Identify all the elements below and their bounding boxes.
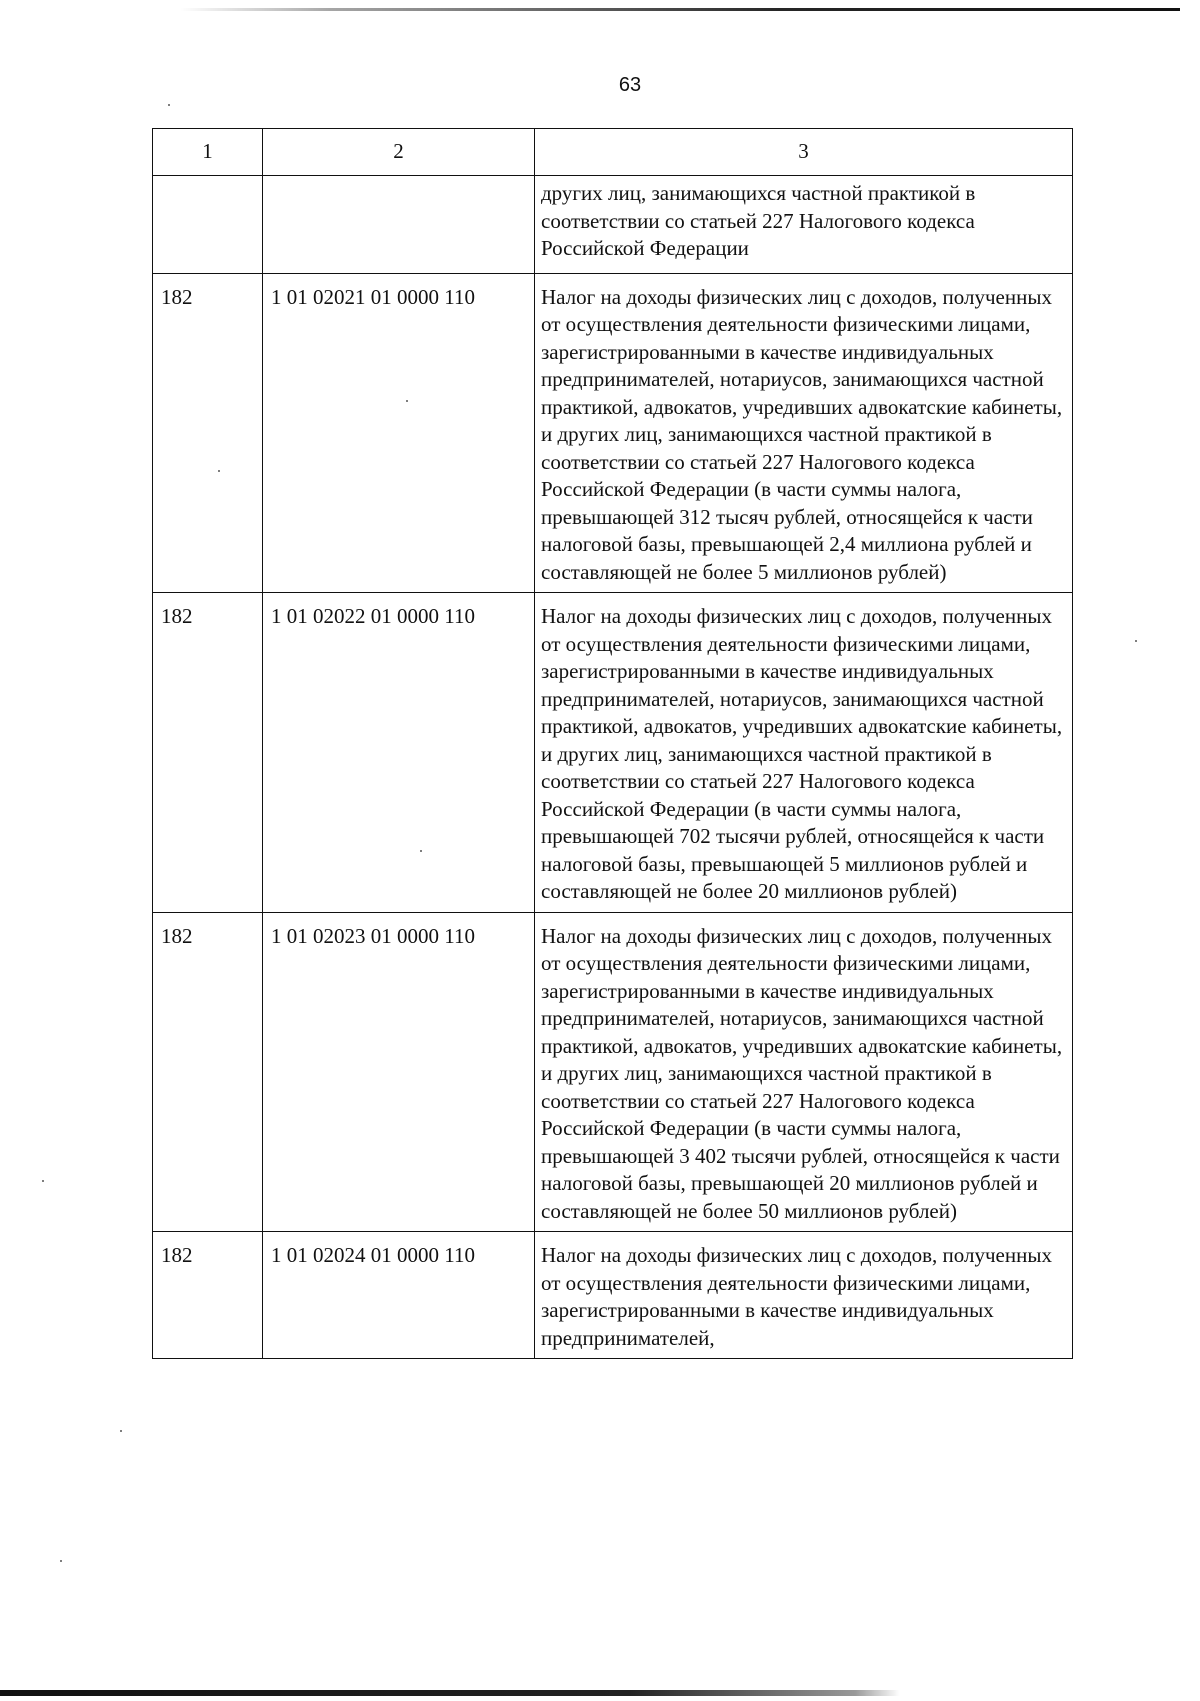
kbk-code-cell: 1 01 02021 01 0000 110 xyxy=(263,273,535,593)
description-cell: Налог на доходы физических лиц с доходов, полученных от осуществления деятельности физическими лицами, зарегистрированными в качестве индивидуальных предпринимателей, xyxy=(535,1232,1073,1359)
scan-speck xyxy=(420,850,422,852)
kbk-code-cell: 1 01 02024 01 0000 110 xyxy=(263,1232,535,1359)
header-col-3: 3 xyxy=(535,129,1073,176)
description-cell: Налог на доходы физических лиц с доходов, полученных от осуществления деятельности физическими лицами, зарегистрированными в качестве индивидуальных предпринимателей, нотариусов, занимающихся частной практикой, адвокатов, учредивших адвокатские кабинеты, и других лиц, занимающихся частной практикой в соответствии со статьей 227 Налогового кодекса Российской Федерации (в части суммы налога, превышающей 312 тысяч рублей, относящейся к части налоговой базы, превышающей 2,4 миллиона рублей и составляющей не более 5 миллионов рублей) xyxy=(535,273,1073,593)
scan-speck xyxy=(42,1180,44,1182)
table-row xyxy=(153,273,1073,593)
table-row xyxy=(153,912,1073,1232)
budget-codes-table xyxy=(152,128,1073,1359)
page-number: 63 xyxy=(618,74,642,96)
header-col-2: 2 xyxy=(263,129,535,176)
admin-code-cell: 182 xyxy=(153,273,263,593)
scan-speck xyxy=(120,1430,122,1432)
scan-speck xyxy=(60,1560,62,1562)
description-cell: других лиц, занимающихся частной практикой в соответствии со статьей 227 Налогового кодекса Российской Федерации xyxy=(535,176,1073,274)
scan-speck xyxy=(406,400,408,402)
scan-speck xyxy=(1135,640,1137,642)
description-cell: Налог на доходы физических лиц с доходов, полученных от осуществления деятельности физическими лицами, зарегистрированными в качестве индивидуальных предпринимателей, нотариусов, занимающихся частной практикой, адвокатов, учредивших адвокатские кабинеты, и других лиц, занимающихся частной практикой в соответствии со статьей 227 Налогового кодекса Российской Федерации (в части суммы налога, превышающей 702 тысячи рублей, относящейся к части налоговой базы, превышающей 5 миллионов рублей и составляющей не более 20 миллионов рублей) xyxy=(535,593,1073,913)
kbk-code-cell: 1 01 02022 01 0000 110 xyxy=(263,593,535,913)
scan-speck xyxy=(168,104,170,106)
scan-edge-bottom xyxy=(0,1690,900,1696)
kbk-code-cell: 1 01 02023 01 0000 110 xyxy=(263,912,535,1232)
kbk-code-cell xyxy=(263,176,535,274)
admin-code-cell: 182 xyxy=(153,593,263,913)
header-col-1: 1 xyxy=(153,129,263,176)
scan-speck xyxy=(218,470,220,472)
table-row xyxy=(153,176,1073,274)
description-cell: Налог на доходы физических лиц с доходов, полученных от осуществления деятельности физическими лицами, зарегистрированными в качестве индивидуальных предпринимателей, нотариусов, занимающихся частной практикой, адвокатов, учредивших адвокатские кабинеты, и других лиц, занимающихся частной практикой в соответствии со статьей 227 Налогового кодекса Российской Федерации (в части суммы налога, превышающей 3 402 тысячи рублей, относящейся к части налоговой базы, превышающей 20 миллионов рублей и составляющей не более 50 миллионов рублей) xyxy=(535,912,1073,1232)
scan-edge-top xyxy=(180,8,1180,11)
table-row xyxy=(153,1232,1073,1359)
table-row xyxy=(153,593,1073,913)
admin-code-cell: 182 xyxy=(153,912,263,1232)
admin-code-cell xyxy=(153,176,263,274)
table-header-row xyxy=(153,129,1073,176)
admin-code-cell: 182 xyxy=(153,1232,263,1359)
